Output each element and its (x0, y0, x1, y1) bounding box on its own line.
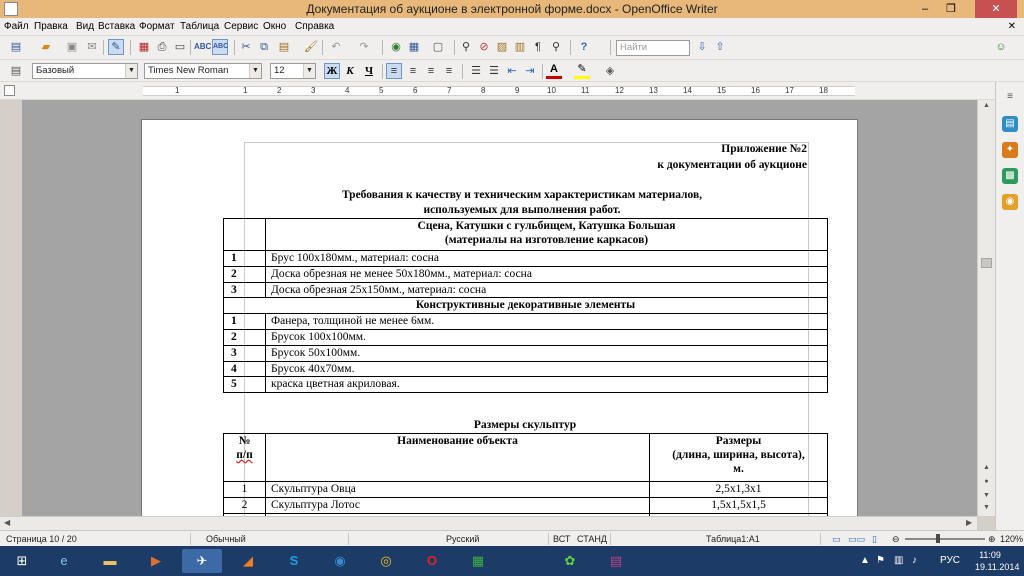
zoom-in-icon[interactable]: ⊕ (988, 534, 996, 544)
sculpture-name-cell[interactable]: Скульптура Лотос (266, 498, 650, 514)
scroll-up-icon[interactable]: ▲ (983, 102, 990, 109)
row-number[interactable]: 4 (224, 361, 266, 377)
materials-table[interactable] (223, 218, 828, 393)
table-row[interactable] (224, 434, 828, 482)
find-previous-icon[interactable]: ⇧ (715, 41, 725, 53)
chevron-down-icon[interactable]: ▼ (303, 64, 315, 78)
internet-explorer-icon[interactable]: e (60, 553, 68, 568)
show-draw-functions-icon[interactable]: ▢ (432, 41, 444, 53)
page-indicator[interactable]: Страница 10 / 20 (6, 534, 77, 544)
align-left-icon[interactable]: ≡ (386, 63, 402, 79)
page-preview-icon[interactable]: ▭ (174, 41, 186, 53)
styles-formatting-icon[interactable]: ▤ (10, 65, 22, 77)
chevron-down-icon[interactable]: ▼ (249, 64, 261, 78)
material-cell[interactable]: краска цветная акриловая. (266, 377, 828, 393)
chrome-icon[interactable]: ◎ (380, 553, 392, 568)
menu-bar (0, 18, 1024, 36)
underline-button[interactable]: Ч (364, 65, 374, 77)
numbering-icon[interactable]: ☰ (471, 65, 481, 77)
menu-tools[interactable]: Сервис (224, 21, 259, 32)
document-page[interactable] (141, 119, 858, 516)
scroll-right-icon[interactable]: ▶ (966, 518, 973, 527)
icq-icon[interactable]: ✿ (564, 553, 576, 568)
ruler-label: 15 (717, 86, 726, 95)
section-heading[interactable]: Конструктивные декоративные элементы (224, 298, 828, 314)
close-document-icon[interactable]: ✕ (1007, 21, 1016, 32)
zoom-slider[interactable] (905, 538, 985, 540)
navigation-icon[interactable]: ● (984, 478, 989, 485)
formatting-toolbar (0, 60, 1024, 82)
find-input[interactable]: Найти (616, 40, 690, 56)
ruler-label: 4 (345, 86, 350, 95)
file-explorer-icon[interactable]: ▬ (103, 553, 117, 568)
status-bar (0, 530, 1024, 546)
header-num-label: № (238, 435, 251, 447)
section-heading: Сцена, Катушки с гульбищем, Катушка Большая (417, 220, 676, 232)
table-row[interactable] (224, 482, 828, 498)
row-number[interactable]: 3 (224, 282, 266, 298)
ruler-label: 1 (175, 86, 180, 95)
row-number[interactable]: 2 (224, 498, 266, 514)
table-row[interactable] (224, 282, 828, 298)
italic-button[interactable]: К (346, 65, 354, 77)
document-area[interactable] (22, 100, 977, 516)
standard-toolbar (0, 36, 1024, 60)
selection-mode-indicator[interactable]: СТАНД (577, 534, 607, 544)
ruler-label: 9 (515, 86, 520, 95)
language-indicator[interactable]: Русский (446, 534, 480, 544)
cut-icon[interactable]: ✂ (241, 41, 251, 53)
sizes-table[interactable] (223, 433, 828, 516)
ruler-label: 16 (751, 86, 760, 95)
tray-volume-icon[interactable]: ♪ (912, 555, 917, 566)
menu-format[interactable]: Формат (139, 21, 175, 32)
tray-network-icon[interactable]: ▥ (894, 555, 904, 566)
openoffice-writer-icon[interactable]: ✈ (182, 549, 222, 573)
font-size-select[interactable]: 12 ▼ (270, 63, 316, 79)
sidebar-menu-icon[interactable]: ≡ (1007, 91, 1013, 102)
row-number[interactable]: 2 (224, 266, 266, 282)
zoom-out-icon[interactable]: ⊖ (892, 534, 900, 544)
justify-icon[interactable]: ≡ (445, 65, 453, 77)
menu-edit[interactable]: Правка (34, 21, 68, 32)
row-number[interactable]: 3 (224, 345, 266, 361)
appendix-caption: к документации об аукционе (657, 159, 807, 171)
navigator-sidebar-icon[interactable]: ◉ (1002, 194, 1018, 210)
table-row[interactable] (224, 314, 828, 330)
paragraph-style-select[interactable]: Базовый ▼ (32, 63, 138, 79)
data-sources-icon[interactable]: ▥ (514, 41, 526, 53)
highlighting-icon[interactable]: ✎ (574, 63, 590, 79)
navigator-icon[interactable]: ⊘ (479, 41, 489, 53)
menu-insert[interactable]: Вставка (98, 21, 136, 32)
previous-page-icon[interactable]: ▲ (983, 464, 990, 471)
clone-formatting-icon[interactable]: 🖌 (304, 41, 318, 53)
title-bar (0, 0, 1024, 18)
material-cell[interactable]: Брусок 40х70мм. (266, 361, 828, 377)
font-color-icon[interactable]: A (546, 63, 562, 79)
rss-reader-icon[interactable]: ◢ (243, 553, 253, 568)
row-number[interactable]: 1 (224, 482, 266, 498)
material-cell[interactable]: Фанера, толщиной не менее 6мм. (266, 314, 828, 330)
clock-date: 19.11.2014 (975, 562, 1020, 572)
table-row[interactable] (224, 266, 828, 282)
material-cell[interactable]: Брусок 100х100мм. (266, 329, 828, 345)
ruler-label: 14 (683, 86, 692, 95)
winrar-icon[interactable]: ▤ (609, 553, 623, 568)
align-right-icon[interactable]: ≡ (427, 65, 435, 77)
row-number[interactable]: 1 (224, 251, 266, 267)
zoom-level[interactable]: 120% (1000, 534, 1024, 544)
styles-icon[interactable]: ✦ (1002, 142, 1018, 158)
table-row[interactable] (224, 219, 828, 251)
sizes-title: Размеры скульптур (473, 419, 577, 431)
table-row[interactable] (224, 329, 828, 345)
clock-time: 11:09 (979, 550, 1001, 560)
table-row[interactable] (224, 251, 828, 267)
increase-indent-icon[interactable]: ⇥ (525, 65, 535, 77)
page-style-indicator[interactable]: Обычный (206, 534, 246, 544)
header-dims-label: м. (733, 463, 744, 475)
align-center-icon[interactable]: ≡ (409, 65, 417, 77)
ruler-label: 7 (447, 86, 452, 95)
help-icon[interactable]: ? (580, 41, 588, 53)
ruler-label: 1 (243, 86, 248, 95)
menu-window[interactable]: Окно (263, 21, 287, 32)
header-dims-label: (длина, ширина, высота), (672, 449, 805, 461)
table-row[interactable] (224, 298, 828, 314)
row-number[interactable]: 2 (224, 329, 266, 345)
new-document-icon[interactable]: ▤ (10, 41, 22, 53)
horizontal-ruler[interactable] (0, 82, 1024, 100)
table-cell-indicator: Таблица1:A1 (706, 534, 760, 544)
window-title: Документация об аукционе в электронной форме.docx - OpenOffice Writer (306, 2, 718, 16)
zoom-icon[interactable]: ⚲ (551, 41, 561, 53)
scroll-thumb[interactable] (981, 258, 992, 268)
windows-start-icon[interactable]: ⊞ (16, 553, 28, 568)
menu-table[interactable]: Таблица (180, 21, 220, 32)
menu-view[interactable]: Вид (76, 21, 95, 32)
restore-icon[interactable]: ❐ (946, 3, 956, 15)
email-icon[interactable]: ✉ (87, 41, 97, 53)
ruler-label: 3 (311, 86, 316, 95)
sculpture-dims-cell[interactable]: 2,5х1,3х1 (650, 482, 828, 498)
spellcheck-icon[interactable]: ABC (194, 42, 212, 51)
ruler-label: 10 (547, 86, 556, 95)
appendix-number: Приложение №2 (721, 143, 807, 155)
undo-icon[interactable]: ↶ (331, 41, 341, 53)
find-next-icon[interactable]: ⇩ (697, 41, 707, 53)
horizontal-scrollbar[interactable] (0, 516, 977, 530)
table-row[interactable] (224, 377, 828, 393)
print-icon[interactable]: ⎙ (157, 41, 167, 53)
zoom-slider-handle[interactable] (936, 534, 940, 543)
system-clock[interactable] (975, 549, 1020, 573)
user-status-icon[interactable]: ☺ (995, 41, 1007, 53)
row-number[interactable]: 5 (224, 377, 266, 393)
table-header-cell[interactable]: Наименование объекта (266, 434, 650, 482)
edit-mode-icon[interactable]: ✎ (108, 39, 124, 55)
table-row[interactable] (224, 345, 828, 361)
ruler-label: 8 (481, 86, 486, 95)
sculpture-name-cell[interactable]: Скульптура Овца (266, 482, 650, 498)
chevron-down-icon[interactable]: ▼ (125, 64, 137, 78)
copy-icon[interactable]: ⧉ (260, 41, 268, 53)
nonprinting-chars-icon[interactable]: ¶ (535, 41, 541, 53)
vertical-scrollbar[interactable] (977, 100, 995, 516)
next-page-icon[interactable]: ▼ (983, 492, 990, 499)
table-row[interactable] (224, 361, 828, 377)
font-name-select[interactable]: Times New Roman ▼ (144, 63, 262, 79)
gallery-sidebar-icon[interactable]: ▩ (1002, 168, 1018, 184)
ruler-label: 5 (379, 86, 384, 95)
header-num-label: п/п (236, 449, 253, 461)
table-header-cell[interactable] (650, 434, 828, 482)
decrease-indent-icon[interactable]: ⇤ (507, 65, 517, 77)
table-row[interactable] (224, 498, 828, 514)
scroll-left-icon[interactable]: ◀ (4, 518, 11, 527)
ruler-label: 13 (649, 86, 658, 95)
table-icon[interactable]: ▦ (408, 41, 420, 53)
sculpture-dims-cell[interactable]: 1,5х1,5х1,5 (650, 498, 828, 514)
menu-help[interactable]: Справка (295, 21, 335, 32)
bold-button[interactable]: Ж (324, 63, 340, 79)
background-color-icon[interactable]: ◈ (605, 65, 615, 77)
calculator-icon[interactable]: ▦ (471, 553, 485, 568)
material-cell[interactable]: Доска обрезная не менее 50х180мм., материал: сосна (266, 266, 828, 282)
section-subheading: (материалы на изготовление каркасов) (444, 234, 649, 246)
hyperlink-icon[interactable]: ◉ (391, 41, 401, 53)
sidebar (995, 82, 1024, 530)
keyboard-language[interactable]: РУС (940, 555, 961, 566)
material-cell[interactable]: Брус 100х180мм., материал: сосна (266, 251, 828, 267)
tab-stop-type-icon[interactable] (4, 85, 15, 96)
ruler-label: 17 (785, 86, 794, 95)
media-player-icon[interactable]: ▶ (151, 553, 161, 568)
find-replace-icon[interactable]: ⚲ (461, 41, 471, 53)
paste-icon[interactable]: ▤ (278, 41, 290, 53)
ruler-label: 12 (615, 86, 624, 95)
ruler-label: 18 (819, 86, 828, 95)
scroll-down-icon[interactable]: ▼ (983, 504, 990, 511)
minimize-icon[interactable]: – (921, 3, 929, 15)
multi-page-view-icon[interactable]: ▭▭ (848, 534, 866, 544)
ruler-label: 2 (277, 86, 282, 95)
menu-file[interactable]: Файл (4, 21, 29, 32)
ruler-label: 11 (581, 86, 590, 95)
header-dims-label: Размеры (715, 435, 762, 447)
requirements-title-line2: используемых для выполнения работ. (423, 204, 621, 216)
redo-icon[interactable]: ↷ (359, 41, 369, 53)
table-header-cell[interactable] (224, 434, 266, 482)
requirements-title-line1: Требования к качеству и техническим характеристикам материалов, (341, 189, 703, 201)
ruler-label: 6 (413, 86, 418, 95)
network-icon[interactable]: ◉ (334, 553, 346, 568)
properties-icon[interactable]: ▤ (1002, 116, 1018, 132)
insert-mode-indicator[interactable]: ВСТ (553, 534, 571, 544)
tray-flag-icon[interactable]: ⚑ (876, 555, 885, 566)
material-cell[interactable]: Брусок 50х100мм. (266, 345, 828, 361)
skype-icon[interactable]: S (289, 553, 299, 568)
book-view-icon[interactable]: ▯ (872, 534, 877, 544)
save-icon[interactable]: ▣ (66, 41, 78, 53)
close-icon[interactable]: ✕ (975, 0, 1017, 18)
material-cell[interactable]: Доска обрезная 25х150мм., материал: сосна (266, 282, 828, 298)
taskbar (0, 546, 1024, 576)
single-page-view-icon[interactable]: ▭ (832, 534, 841, 544)
opera-icon[interactable]: O (426, 553, 438, 568)
tray-chevron-icon[interactable]: ▲ (860, 555, 870, 566)
bullets-icon[interactable]: ☰ (489, 65, 499, 77)
autospellcheck-icon[interactable]: ABC (212, 39, 228, 55)
table-cell[interactable] (224, 219, 266, 251)
gallery-icon[interactable]: ▨ (496, 41, 508, 53)
open-folder-icon[interactable]: ▰ (41, 41, 51, 53)
export-pdf-icon[interactable]: ▦ (138, 41, 150, 53)
table-cell[interactable] (266, 219, 828, 251)
row-number[interactable]: 1 (224, 314, 266, 330)
